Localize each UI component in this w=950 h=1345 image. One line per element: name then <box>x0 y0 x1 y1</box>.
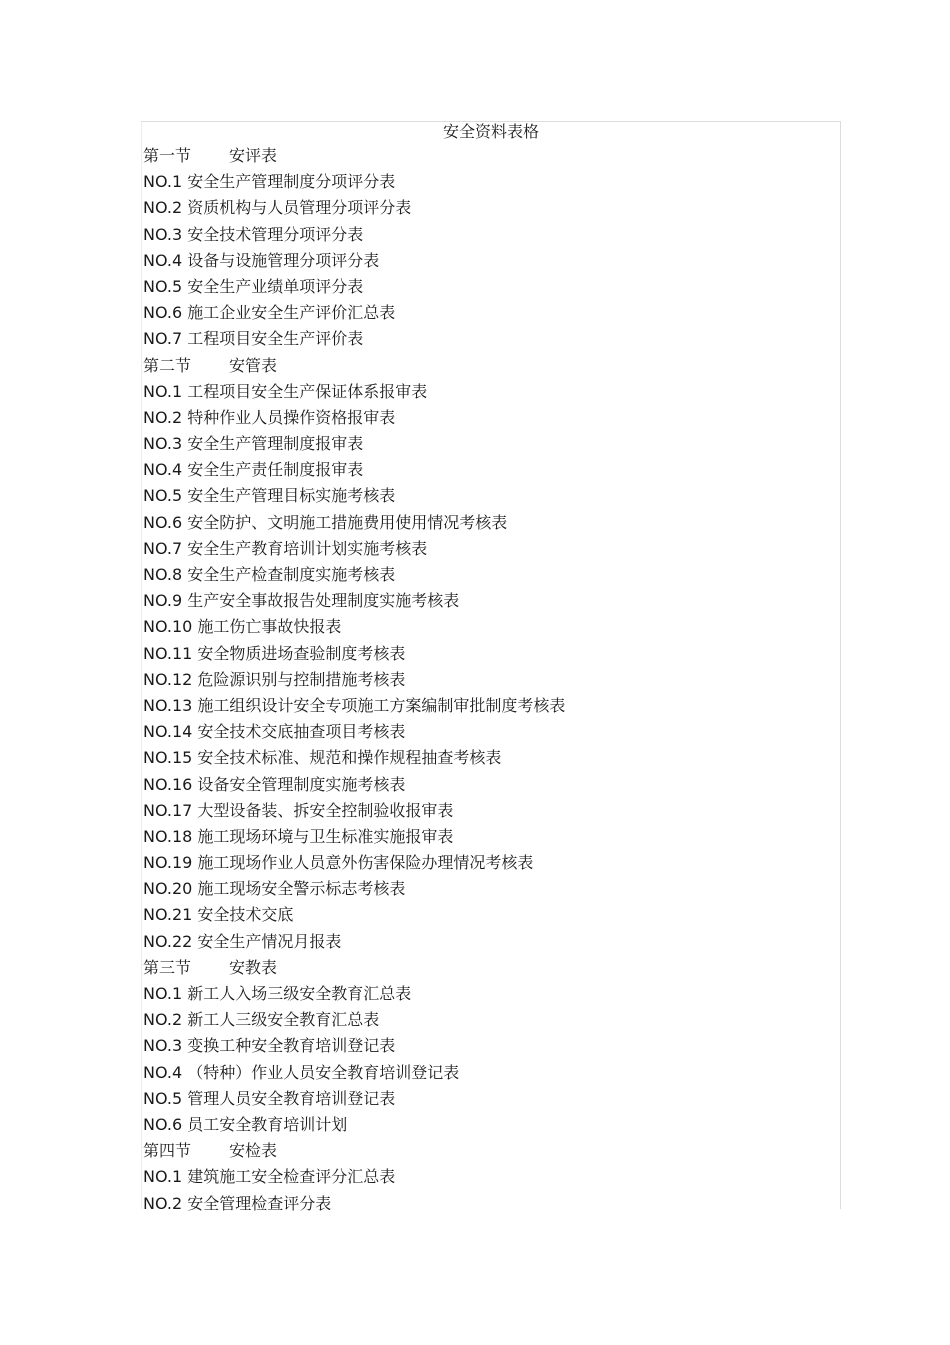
item-title: 工程项目安全生产评价表 <box>187 329 364 349</box>
list-item <box>143 510 565 536</box>
item-title: 安全生产管理制度分项评分表 <box>187 172 396 192</box>
item-title: 施工企业安全生产评价汇总表 <box>187 303 396 323</box>
document-title: 安全资料表格 <box>442 122 539 141</box>
list-item <box>143 798 565 824</box>
item-title: 安全管理检查评分表 <box>187 1193 332 1213</box>
list-item <box>143 1112 565 1138</box>
item-number: NO.16 <box>143 774 193 794</box>
item-number: NO.7 <box>143 538 183 558</box>
list-item <box>143 850 565 876</box>
item-number: NO.9 <box>143 591 183 611</box>
item-title: 新工人三级安全教育汇总表 <box>187 1010 380 1030</box>
list-item <box>143 169 565 195</box>
list-item <box>143 248 565 274</box>
item-number: NO.20 <box>143 879 193 899</box>
item-title: 设备安全管理制度实施考核表 <box>197 774 406 794</box>
item-title: 安全生产业绩单项评分表 <box>187 276 364 296</box>
item-number: NO.7 <box>143 329 183 349</box>
item-title: 安全技术管理分项评分表 <box>187 224 364 244</box>
item-number: NO.2 <box>143 1010 183 1030</box>
list-item <box>143 326 565 352</box>
item-title: 施工现场作业人员意外伤害保险办理情况考核表 <box>197 853 534 873</box>
list-item <box>143 929 565 955</box>
item-title: 安全技术标准、规范和操作规程抽查考核表 <box>197 748 502 768</box>
section-name: 安评表 <box>229 146 278 165</box>
section-name: 安教表 <box>229 957 278 977</box>
item-title: 安全生产管理目标实施考核表 <box>187 486 396 506</box>
item-title: 安全生产情况月报表 <box>197 931 342 951</box>
item-title: 安全技术交底 <box>197 905 294 925</box>
item-number: NO.4 <box>143 1062 183 1082</box>
item-number: NO.8 <box>143 565 183 584</box>
item-title: 施工组织设计安全专项施工方案编制审批制度考核表 <box>197 695 566 715</box>
item-title: 新工人入场三级安全教育汇总表 <box>187 984 412 1003</box>
item-number: NO.3 <box>143 434 183 454</box>
list-item <box>143 641 565 667</box>
section-heading <box>143 143 565 169</box>
list-item <box>143 379 565 405</box>
list-item <box>143 274 565 300</box>
item-title: 变换工种安全教育培训登记表 <box>187 1036 396 1056</box>
list-item <box>143 562 565 588</box>
item-title: 安全技术交底抽查项目考核表 <box>197 722 406 742</box>
item-number: NO.4 <box>143 460 183 480</box>
item-number: NO.5 <box>143 276 183 296</box>
item-number: NO.3 <box>143 224 183 244</box>
item-title: 设备与设施管理分项评分表 <box>187 250 380 270</box>
item-number: NO.15 <box>143 748 193 768</box>
item-number: NO.1 <box>143 381 183 401</box>
item-number: NO.17 <box>143 800 193 820</box>
section-heading <box>143 1138 565 1164</box>
item-number: NO.12 <box>143 669 193 689</box>
item-number: NO.21 <box>143 905 193 925</box>
item-title: 安全防护、文明施工措施费用使用情况考核表 <box>187 512 508 532</box>
document-sheet <box>141 121 841 1213</box>
list-item <box>143 483 565 509</box>
item-title: 安全生产检查制度实施考核表 <box>187 565 396 584</box>
item-number: NO.5 <box>143 1088 183 1108</box>
item-title: （特种）作业人员安全教育培训登记表 <box>187 1062 460 1082</box>
list-item <box>143 1086 565 1112</box>
list-item <box>143 693 565 719</box>
item-title: 施工伤亡事故快报表 <box>197 617 342 637</box>
list-item <box>143 588 565 614</box>
list-item <box>143 300 565 326</box>
item-number: NO.1 <box>143 984 183 1003</box>
item-title: 生产安全事故报告处理制度实施考核表 <box>187 591 460 611</box>
list-item <box>143 536 565 562</box>
list-item <box>143 824 565 850</box>
item-number: NO.11 <box>143 643 193 663</box>
item-number: NO.1 <box>143 1167 183 1187</box>
item-number: NO.6 <box>143 303 183 323</box>
list-item <box>143 876 565 902</box>
list-item <box>143 431 565 457</box>
list-item <box>143 1164 565 1190</box>
document-content <box>143 143 565 1217</box>
list-item <box>143 1191 565 1217</box>
list-item <box>143 405 565 431</box>
item-number: NO.14 <box>143 722 193 742</box>
list-item <box>143 195 565 221</box>
section-name: 安检表 <box>229 1141 278 1161</box>
item-title: 员工安全教育培训计划 <box>187 1114 348 1134</box>
item-number: NO.5 <box>143 486 183 506</box>
item-title: 安全生产管理制度报审表 <box>187 434 364 454</box>
item-title: 施工现场安全警示标志考核表 <box>197 879 406 899</box>
section-heading <box>143 955 565 981</box>
item-number: NO.2 <box>143 407 183 427</box>
list-item <box>143 1033 565 1059</box>
section-name: 安管表 <box>229 355 278 375</box>
item-number: NO.10 <box>143 617 193 637</box>
item-number: NO.2 <box>143 1193 183 1213</box>
section-number: 第二节 <box>143 355 192 375</box>
list-item <box>143 614 565 640</box>
list-item <box>143 1007 565 1033</box>
item-title: 特种作业人员操作资格报审表 <box>187 407 396 427</box>
section-heading <box>143 353 565 379</box>
item-title: 大型设备装、拆安全控制验收报审表 <box>197 800 454 820</box>
list-item <box>143 1060 565 1086</box>
item-number: NO.18 <box>143 826 193 846</box>
item-number: NO.3 <box>143 1036 183 1056</box>
section-number: 第四节 <box>143 1141 192 1161</box>
list-item <box>143 222 565 248</box>
item-number: NO.2 <box>143 198 183 218</box>
item-title: 施工现场环境与卫生标准实施报审表 <box>197 826 454 846</box>
item-title: 危险源识别与控制措施考核表 <box>197 669 406 689</box>
item-number: NO.6 <box>143 1114 183 1134</box>
item-title: 资质机构与人员管理分项评分表 <box>187 198 412 218</box>
item-number: NO.4 <box>143 250 183 270</box>
section-number: 第三节 <box>143 957 192 977</box>
item-number: NO.22 <box>143 931 193 951</box>
item-title: 管理人员安全教育培训登记表 <box>187 1088 396 1108</box>
item-number: NO.6 <box>143 512 183 532</box>
item-title: 工程项目安全生产保证体系报审表 <box>187 381 428 401</box>
list-item <box>143 719 565 745</box>
item-number: NO.13 <box>143 695 193 715</box>
item-number: NO.19 <box>143 853 193 873</box>
section-number: 第一节 <box>143 146 192 165</box>
item-title: 安全生产教育培训计划实施考核表 <box>187 538 428 558</box>
item-number: NO.1 <box>143 172 183 192</box>
list-item <box>143 772 565 798</box>
item-title: 安全生产责任制度报审表 <box>187 460 364 480</box>
list-item <box>143 981 565 1007</box>
item-title: 建筑施工安全检查评分汇总表 <box>187 1167 396 1187</box>
list-item <box>143 667 565 693</box>
list-item <box>143 902 565 928</box>
list-item <box>143 457 565 483</box>
item-title: 安全物质进场查验制度考核表 <box>197 643 406 663</box>
list-item <box>143 745 565 771</box>
